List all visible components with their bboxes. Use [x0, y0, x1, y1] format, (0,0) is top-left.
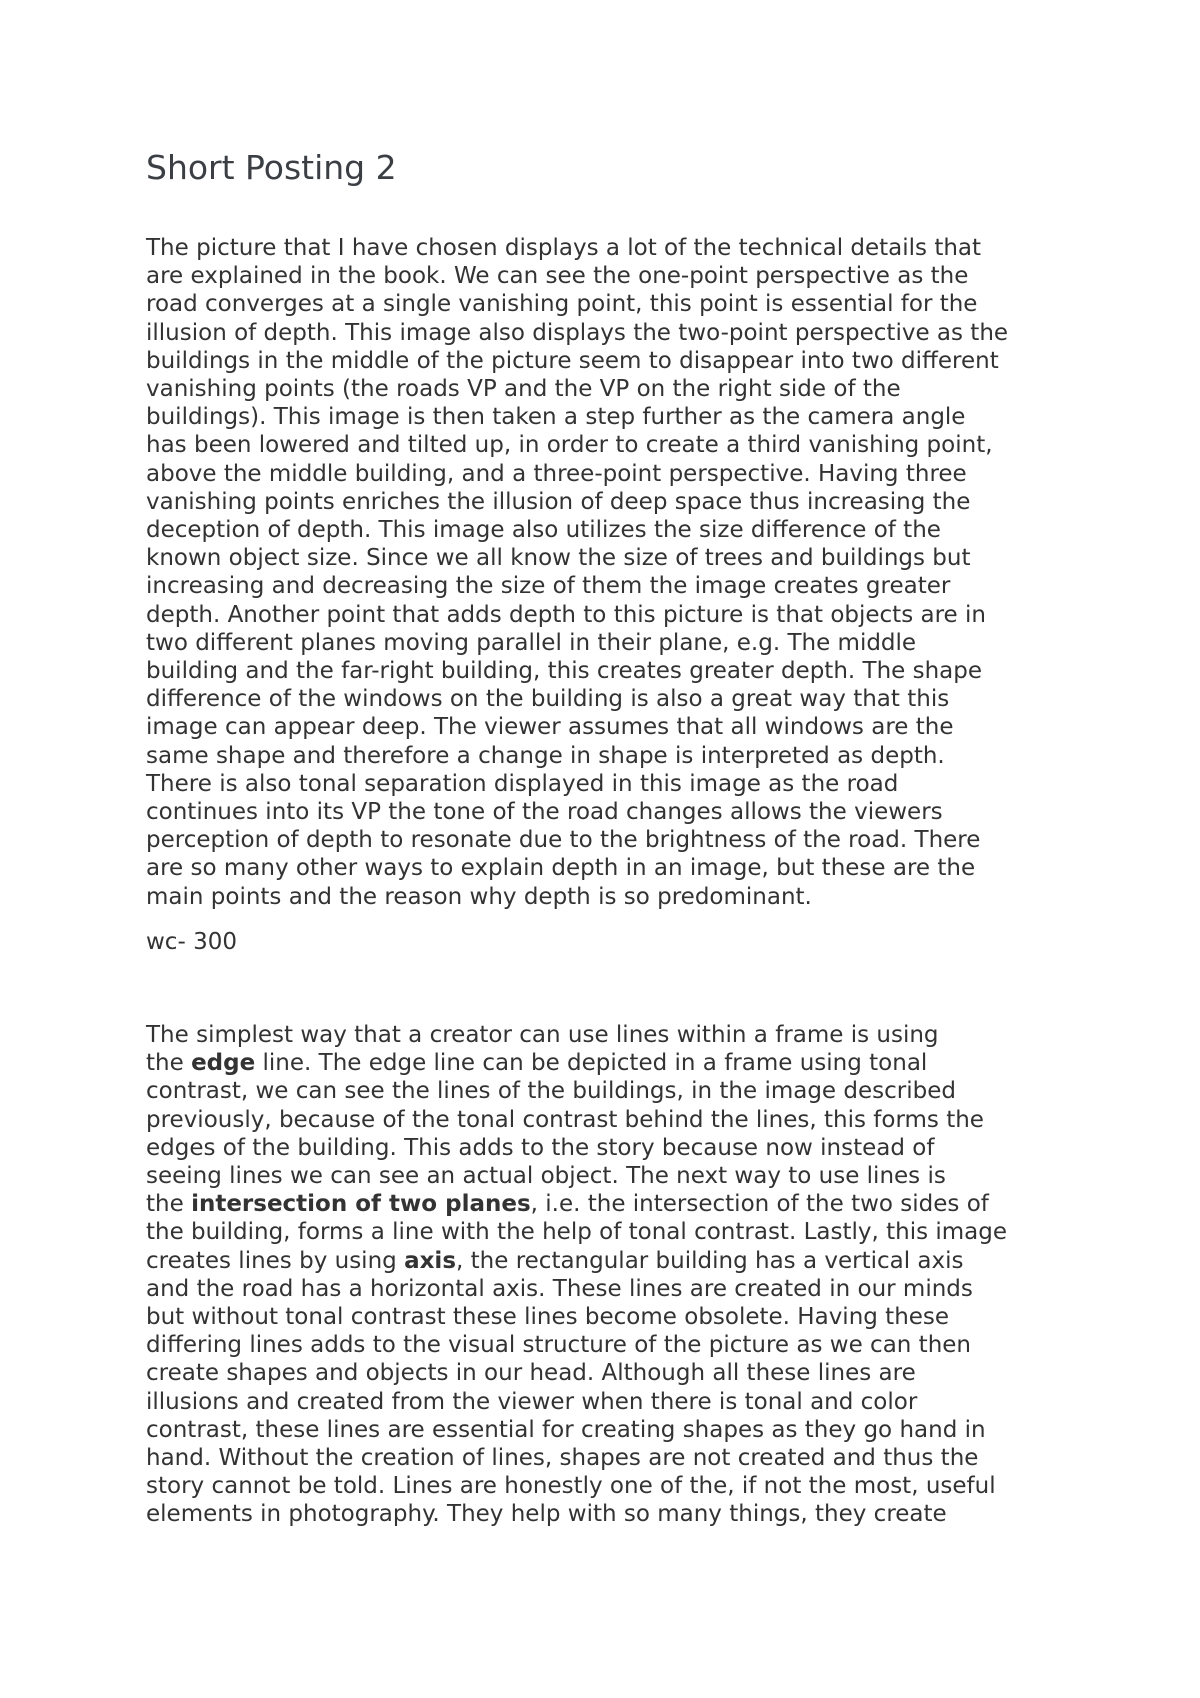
paragraph-line [146, 1190, 1007, 1218]
text-run: line. The edge line can be depicted in a frame using tonal [255, 1050, 928, 1077]
paragraph-line: has been lowered and tilted up, in order to create a third vanishing point, [146, 432, 993, 459]
paragraph-line: are explained in the book. We can see the one-point perspective as the [146, 263, 969, 290]
text-run: , the rectangular building has a vertical axis [456, 1247, 964, 1274]
paragraph-line: and the road has a horizontal axis. These lines are created in our minds [146, 1275, 973, 1302]
text-run: the [146, 1191, 192, 1218]
paragraph-line: The simplest way that a creator can use lines within a frame is using [146, 1022, 939, 1048]
paragraph-line: building and the far-right building, this creates greater depth. The shape [146, 658, 983, 685]
paragraph-line: There is also tonal separation displayed in this image as the road [146, 770, 899, 797]
paragraph-line: depth. Another point that adds depth to this picture is that objects are in [146, 601, 986, 628]
paragraph-line: but without tonal contrast these lines become obsolete. Having these [146, 1304, 950, 1331]
paragraph-line: previously, because of the tonal contrast behind the lines, this forms the [146, 1106, 984, 1133]
bold-term-intersection: intersection of two planes [191, 1191, 531, 1218]
paragraph-line: contrast, we can see the lines of the buildings, in the image described [146, 1078, 956, 1105]
bold-term-axis: axis [404, 1247, 457, 1274]
text-run: creates lines by using [146, 1247, 405, 1274]
paragraph-line: edges of the building. This adds to the story because now instead of [146, 1134, 935, 1161]
paragraph-depth [146, 234, 1008, 911]
paragraph-lines [146, 1021, 1007, 1529]
paragraph-line: vanishing points (the roads VP and the VP on the right side of the [146, 376, 901, 403]
paragraph-line: story cannot be told. Lines are honestly one of the, if not the most, useful [146, 1473, 996, 1500]
paragraph-line: two different planes moving parallel in their plane, e.g. The middle [146, 629, 917, 656]
paragraph-line: deception of depth. This image also utilizes the size difference of the [146, 517, 941, 544]
paragraph-line: hand. Without the creation of lines, shapes are not created and thus the [146, 1445, 979, 1472]
paragraph-line: create shapes and objects in our head. Although all these lines are [146, 1360, 916, 1387]
paragraph-line: the building, forms a line with the help of tonal contrast. Lastly, this image [146, 1219, 1008, 1246]
paragraph-line: image can appear deep. The viewer assumes that all windows are the [146, 714, 954, 741]
paragraph-line: above the middle building, and a three-point perspective. Having three [146, 460, 967, 487]
word-count-text: wc- 300 [146, 929, 237, 955]
paragraph-line: are so many other ways to explain depth in an image, but these are the [146, 855, 976, 882]
paragraph-line: contrast, these lines are essential for creating shapes as they go hand in [146, 1416, 986, 1443]
paragraph-line: buildings in the middle of the picture seem to disappear into two different [146, 347, 999, 374]
paragraph-line: differing lines adds to the visual structure of the picture as we can then [146, 1332, 972, 1359]
paragraph-line: elements in photography. They help with so many things, they create [146, 1501, 947, 1528]
page-title: Short Posting 2 [146, 148, 397, 187]
paragraph-line [146, 1247, 1007, 1275]
paragraph-line: seeing lines we can see an actual object. The next way to use lines is [146, 1163, 946, 1190]
paragraph-line: known object size. Since we all know the size of trees and buildings but [146, 545, 971, 572]
paragraph-line: buildings). This image is then taken a step further as the camera angle [146, 404, 966, 431]
word-count [146, 928, 237, 956]
paragraph-line: main points and the reason why depth is so predominant. [146, 883, 812, 910]
bold-term-edge: edge [191, 1050, 256, 1077]
paragraph-line: illusions and created from the viewer when there is tonal and color [146, 1388, 918, 1415]
paragraph-line: same shape and therefore a change in shape is interpreted as depth. [146, 742, 945, 769]
paragraph-line: difference of the windows on the building is also a great way that this [146, 686, 950, 713]
paragraph-line: The picture that I have chosen displays a lot of the technical details that [146, 235, 982, 261]
paragraph-line: illusion of depth. This image also displays the two-point perspective as the [146, 319, 1009, 346]
paragraph-line: vanishing points enriches the illusion of deep space thus increasing the [146, 488, 971, 515]
paragraph-line: increasing and decreasing the size of them the image creates greater [146, 573, 951, 600]
text-run: , i.e. the intersection of the two sides of [530, 1191, 989, 1218]
paragraph-line [146, 1049, 1007, 1077]
paragraph-line: perception of depth to resonate due to the brightness of the road. There [146, 827, 981, 854]
text-run: the [146, 1050, 192, 1077]
paragraph-line: road converges at a single vanishing point, this point is essential for the [146, 291, 978, 318]
paragraph-line: continues into its VP the tone of the road changes allows the viewers [146, 799, 943, 826]
